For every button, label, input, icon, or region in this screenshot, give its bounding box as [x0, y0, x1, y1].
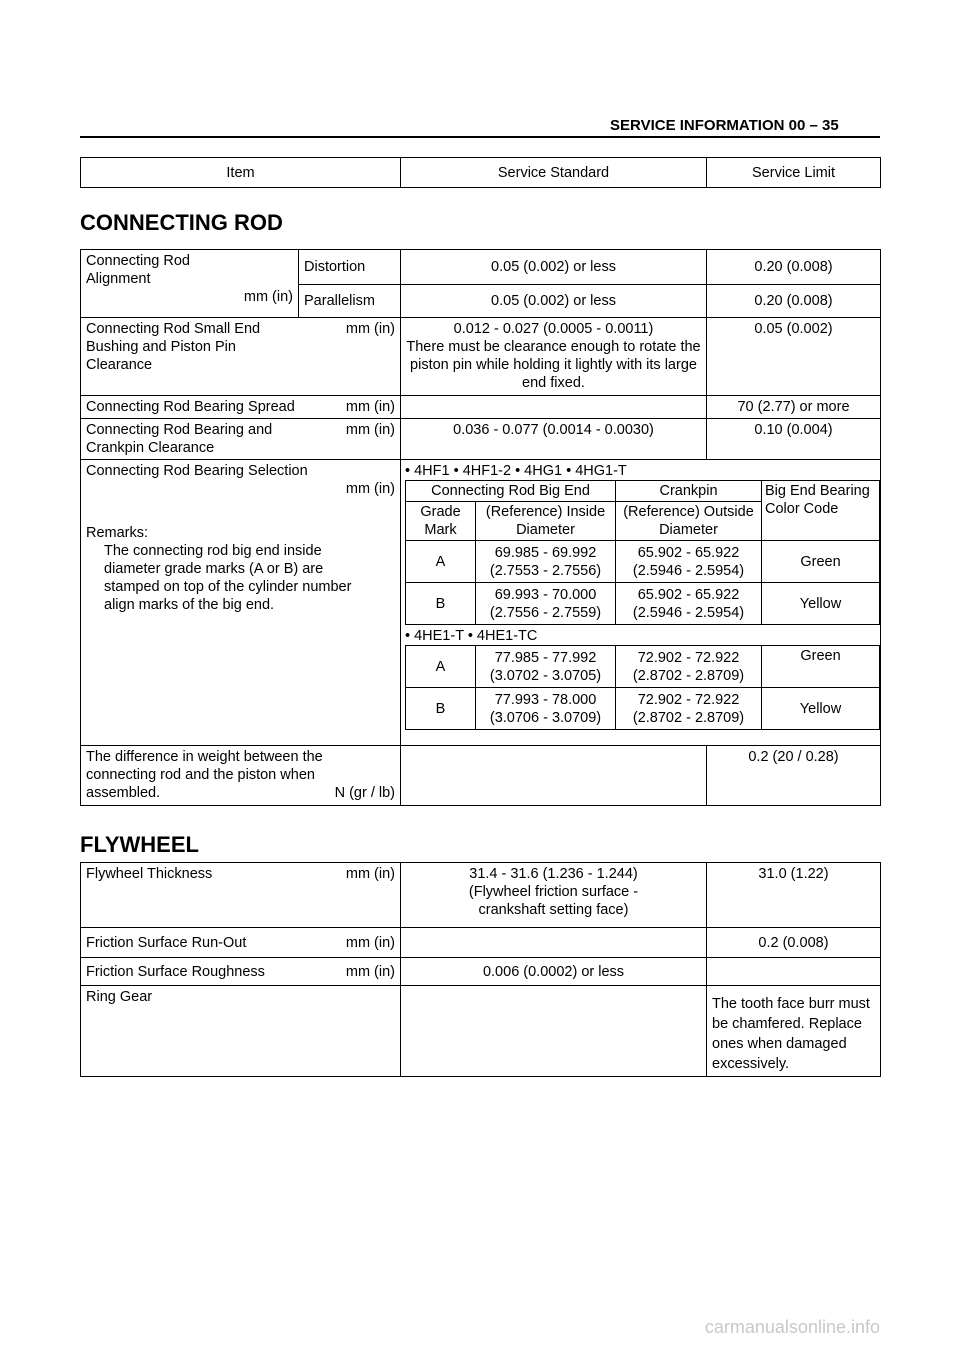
table-row — [406, 541, 880, 583]
outside-value-in: (2.8702 - 2.8709) — [632, 709, 745, 726]
grade-cell: B — [406, 583, 476, 625]
head-outside: (Reference) Outside Diameter — [616, 502, 762, 541]
inside-cell — [476, 646, 616, 688]
inside-cell — [476, 583, 616, 625]
small-end-standard-value: 0.012 - 0.027 (0.0005 - 0.0011) — [453, 321, 654, 337]
grade-cell: A — [406, 646, 476, 688]
selection-unit: mm (in) — [345, 481, 395, 497]
outside-cell — [616, 688, 762, 730]
outside-cell — [616, 646, 762, 688]
alignment-unit: mm (in) — [243, 289, 293, 305]
runout-unit: mm (in) — [345, 934, 395, 951]
selection-detail — [401, 460, 881, 746]
crankpin-clearance-standard: 0.036 - 0.077 (0.0014 - 0.0030) — [401, 419, 707, 460]
outside-value-in: (2.8702 - 2.8709) — [632, 667, 745, 684]
roughness-label: Friction Surface Roughness — [86, 963, 265, 980]
thickness-item — [81, 863, 401, 928]
inside-value-in: (3.0706 - 3.0709) — [489, 709, 602, 726]
small-end-label: Connecting Rod Small End Bushing and Piston Pin Clearance — [86, 321, 261, 373]
ring-gear-standard — [401, 986, 707, 1077]
outside-cell — [616, 583, 762, 625]
group2-title: • 4HE1-T • 4HE1-TC — [405, 628, 538, 644]
outside-value: 65.902 - 65.922 — [637, 544, 740, 561]
inside-value: 69.993 - 70.000 — [494, 586, 597, 603]
selection-label: Connecting Rod Bearing Selection — [86, 463, 308, 479]
page-header: SERVICE INFORMATION 00 – 35 — [610, 117, 839, 134]
col-item: Item — [81, 158, 401, 188]
alignment-label: Connecting Rod Alignment — [86, 253, 190, 287]
outside-value: 65.902 - 65.922 — [637, 586, 740, 603]
color-code-cell: Yellow — [762, 583, 880, 625]
small-end-item — [81, 318, 401, 396]
head-crankpin: Crankpin — [616, 481, 762, 502]
runout-limit: 0.2 (0.008) — [707, 928, 881, 958]
small-end-standard-note: There must be clearance enough to rotate the piston pin while holding it lightly with its large end fixed. — [406, 339, 701, 391]
section-title-connecting-rod: CONNECTING ROD — [80, 210, 283, 235]
head-grade: Grade Mark — [406, 502, 476, 541]
grade-cell: A — [406, 541, 476, 583]
header-rule — [80, 136, 880, 138]
inside-value: 77.985 - 77.992 — [494, 649, 597, 666]
remarks-text: The connecting rod big end inside diameter grade marks (A or B) are stamped on top of the cylinder number align marks of the big end. — [104, 543, 352, 613]
runout-standard — [401, 928, 707, 958]
head-big-end: Connecting Rod Big End — [406, 481, 616, 502]
crankpin-clearance-label: Connecting Rod Bearing and Crankpin Clearance — [86, 422, 273, 456]
weight-unit: N (gr / lb) — [334, 785, 395, 801]
parallelism-standard: 0.05 (0.002) or less — [401, 285, 707, 318]
remarks-title: Remarks: — [86, 525, 149, 541]
spread-unit: mm (in) — [345, 399, 395, 415]
col-standard: Service Standard — [401, 158, 707, 188]
group2-table — [405, 645, 880, 730]
inside-value: 77.993 - 78.000 — [494, 691, 597, 708]
weight-item — [81, 746, 401, 806]
table-row — [406, 583, 880, 625]
group1-title: • 4HF1 • 4HF1-2 • 4HG1 • 4HG1-T — [405, 463, 627, 479]
parallelism-limit: 0.20 (0.008) — [707, 285, 881, 318]
thickness-label: Flywheel Thickness — [86, 866, 213, 882]
group1-table — [405, 480, 880, 625]
weight-standard — [401, 746, 707, 806]
head-inside: (Reference) Inside Diameter — [476, 502, 616, 541]
small-end-unit: mm (in) — [345, 321, 395, 337]
color-code-cell: Green — [762, 646, 880, 688]
distortion-label: Distortion — [299, 250, 401, 285]
weight-limit: 0.2 (20 / 0.28) — [707, 746, 881, 806]
weight-label: The difference in weight between the connecting rod and the piston when assembled. — [86, 749, 323, 801]
flywheel-table — [80, 862, 881, 1077]
spread-label: Connecting Rod Bearing Spread — [86, 399, 295, 415]
grade-cell: B — [406, 688, 476, 730]
selection-item — [81, 460, 401, 746]
ring-gear-label: Ring Gear — [81, 986, 401, 1077]
thickness-standard — [401, 863, 707, 928]
outside-value-in: (2.5946 - 2.5954) — [632, 562, 745, 579]
roughness-standard: 0.006 (0.0002) or less — [401, 958, 707, 986]
color-code-cell: Green — [762, 541, 880, 583]
roughness-item — [81, 958, 401, 986]
crankpin-clearance-item — [81, 419, 401, 460]
outside-value: 72.902 - 72.922 — [637, 691, 740, 708]
inside-cell — [476, 541, 616, 583]
inside-value-in: (2.7556 - 2.7559) — [489, 604, 602, 621]
inside-value-in: (3.0702 - 3.0705) — [489, 667, 602, 684]
table-row — [406, 646, 880, 688]
distortion-limit: 0.20 (0.008) — [707, 250, 881, 285]
outside-cell — [616, 541, 762, 583]
roughness-limit — [707, 958, 881, 986]
col-limit: Service Limit — [707, 158, 881, 188]
table-row — [406, 688, 880, 730]
spread-item — [81, 396, 401, 419]
distortion-standard: 0.05 (0.002) or less — [401, 250, 707, 285]
color-code-cell: Yellow — [762, 688, 880, 730]
head-code: Big End Bearing Color Code — [762, 481, 880, 541]
outside-value: 72.902 - 72.922 — [637, 649, 740, 666]
outside-value-in: (2.5946 - 2.5954) — [632, 604, 745, 621]
column-header-table — [80, 157, 881, 188]
inside-cell — [476, 688, 616, 730]
thickness-unit: mm (in) — [345, 866, 395, 882]
thickness-limit: 31.0 (1.22) — [707, 863, 881, 928]
runout-item — [81, 928, 401, 958]
inside-value: 69.985 - 69.992 — [494, 544, 597, 561]
thickness-standard-note: (Flywheel friction surface - crankshaft setting face) — [468, 884, 639, 918]
section-title-flywheel: FLYWHEEL — [80, 832, 199, 857]
crankpin-clearance-unit: mm (in) — [345, 422, 395, 438]
ring-gear-limit: The tooth face burr must be chamfered. Replace ones when damaged excessively. — [707, 986, 881, 1077]
small-end-limit: 0.05 (0.002) — [707, 318, 881, 396]
alignment-item — [81, 250, 299, 318]
inside-value-in: (2.7553 - 2.7556) — [489, 562, 602, 579]
parallelism-label: Parallelism — [299, 285, 401, 318]
crankpin-clearance-limit: 0.10 (0.004) — [707, 419, 881, 460]
roughness-unit: mm (in) — [345, 963, 395, 980]
connecting-rod-table — [80, 249, 881, 806]
small-end-standard — [401, 318, 707, 396]
spread-standard — [401, 396, 707, 419]
watermark: carmanualsonline.info — [704, 1317, 880, 1337]
spread-limit: 70 (2.77) or more — [707, 396, 881, 419]
thickness-standard-value: 31.4 - 31.6 (1.236 - 1.244) — [469, 866, 638, 882]
runout-label: Friction Surface Run-Out — [86, 934, 247, 951]
